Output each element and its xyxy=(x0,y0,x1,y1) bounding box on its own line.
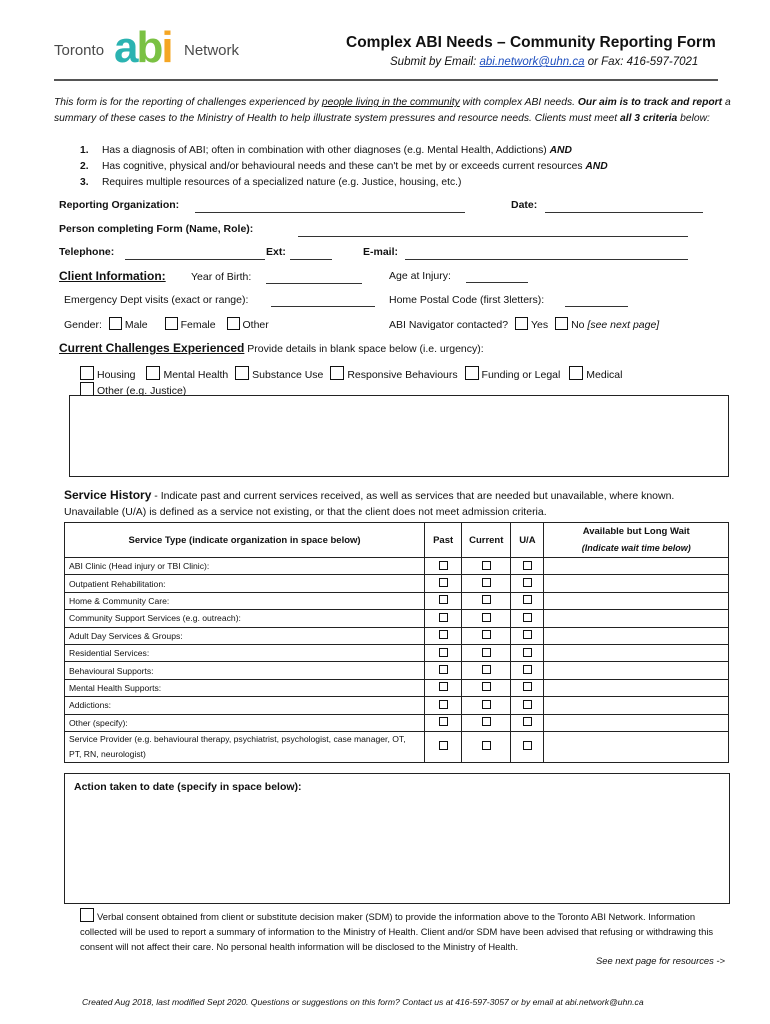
service-provider-label: Service Provider (e.g. behavioural therapy, psychiatrist, psychologist, case manager, OT, PT, RN, neurologist) xyxy=(65,731,425,762)
logo-abi: abi xyxy=(114,23,172,72)
postal-label: Home Postal Code (first 3letters): xyxy=(389,294,545,306)
medical-checkbox[interactable] xyxy=(569,366,583,380)
consent-checkbox[interactable] xyxy=(80,908,94,922)
ua-checkbox[interactable] xyxy=(523,717,532,726)
reporting-org-label: Reporting Organization: xyxy=(59,199,180,211)
past-checkbox[interactable] xyxy=(439,613,448,622)
er-field[interactable] xyxy=(271,306,375,307)
person-label: Person completing Form (Name, Role): xyxy=(59,223,254,235)
wait-time-cell[interactable] xyxy=(544,697,729,714)
person-field[interactable] xyxy=(298,236,688,237)
navigator-row: ABI Navigator contacted? Yes No [see next page] xyxy=(389,319,660,331)
service-type-cell: Community Support Services (e.g. outreach): xyxy=(65,610,425,627)
past-checkbox[interactable] xyxy=(439,665,448,674)
other-gender-checkbox[interactable] xyxy=(227,317,240,330)
current-checkbox[interactable] xyxy=(482,595,491,604)
past-checkbox[interactable] xyxy=(439,630,448,639)
wait-time-cell[interactable] xyxy=(544,592,729,609)
wait-time-cell[interactable] xyxy=(544,575,729,592)
other-challenge-checkbox[interactable] xyxy=(80,382,94,396)
current-checkbox[interactable] xyxy=(482,613,491,622)
action-box[interactable] xyxy=(64,773,730,904)
mental-health-checkbox[interactable] xyxy=(146,366,160,380)
gender-row: Gender: Male Female Other xyxy=(64,319,269,331)
table-row xyxy=(65,731,729,762)
postal-field[interactable] xyxy=(565,306,628,307)
current-checkbox[interactable] xyxy=(482,630,491,639)
ua-checkbox[interactable] xyxy=(523,578,532,587)
table-row xyxy=(65,644,729,661)
housing-checkbox[interactable] xyxy=(80,366,94,380)
reporting-org-field[interactable] xyxy=(195,212,465,213)
current-checkbox[interactable] xyxy=(482,665,491,674)
current-checkbox[interactable] xyxy=(482,741,491,750)
ua-checkbox[interactable] xyxy=(523,741,532,750)
date-label: Date: xyxy=(511,199,538,211)
age-field[interactable] xyxy=(466,282,528,283)
wait-time-cell[interactable] xyxy=(544,558,729,575)
col-past: Past xyxy=(425,523,462,558)
challenges-heading-row: Current Challenges Experienced Provide details in blank space below (i.e. urgency): xyxy=(59,341,484,355)
er-label: Emergency Dept visits (exact or range): xyxy=(64,294,249,306)
wait-time-cell[interactable] xyxy=(544,731,729,762)
challenge-other-row: Other (e.g. Justice) xyxy=(80,382,186,397)
ua-checkbox[interactable] xyxy=(523,682,532,691)
logo-network: Network xyxy=(184,42,240,59)
past-checkbox[interactable] xyxy=(439,700,448,709)
ua-checkbox[interactable] xyxy=(523,648,532,657)
criteria-list xyxy=(80,143,730,191)
action-label: Action taken to date (specify in space below): xyxy=(74,781,302,793)
consent-text: Verbal consent obtained from client or substitute decision maker (SDM) to provide the information above to the Toronto ABI Network. Information collected will be used to report a summary of information to the Ministry of Health. Client and/or SDM have been advised that refusing or withdrawing this consent will not affect their care. No personal health information will be disclosed to the Ministry of Health. xyxy=(80,908,728,954)
wait-time-cell[interactable] xyxy=(544,679,729,696)
navigator-yes-checkbox[interactable] xyxy=(515,317,528,330)
past-checkbox[interactable] xyxy=(439,741,448,750)
criterion-2: 2. Has cognitive, physical and/or behavioural needs and these can't be met by or exceeds current resources AND xyxy=(80,161,608,172)
criterion-1: 1. Has a diagnosis of ABI; often in combination with other diagnoses (e.g. Mental Health, Addictions) AND xyxy=(80,145,572,156)
current-checkbox[interactable] xyxy=(482,717,491,726)
challenges-details-box[interactable] xyxy=(69,395,729,477)
service-type-cell: Outpatient Rehabilitation: xyxy=(65,575,425,592)
wait-time-cell[interactable] xyxy=(544,662,729,679)
ext-field[interactable] xyxy=(290,259,332,260)
challenge-options: Housing Mental Health Substance Use Responsive Behaviours Funding or Legal Medical xyxy=(80,366,622,381)
form-title: Complex ABI Needs – Community Reporting Form xyxy=(346,34,716,51)
table-row xyxy=(65,697,729,714)
age-label: Age at Injury: xyxy=(389,270,451,282)
service-type-cell: Home & Community Care: xyxy=(65,592,425,609)
submit-line: Submit by Email: abi.network@uhn.ca or Fax: 416-597-7021 xyxy=(390,56,699,68)
female-checkbox[interactable] xyxy=(165,317,178,330)
male-checkbox[interactable] xyxy=(109,317,122,330)
service-type-cell: Behavioural Supports: xyxy=(65,662,425,679)
past-checkbox[interactable] xyxy=(439,648,448,657)
responsive-behaviours-checkbox[interactable] xyxy=(330,366,344,380)
intro-text: This form is for the reporting of challenges experienced by people living in the community with complex ABI needs. Our aim is to track and report a summary of these cases to the Ministry of Health to help illustrate system pressures and resource needs. Clients must meet all 3 criteria below: xyxy=(54,97,731,124)
col-current: Current xyxy=(462,523,511,558)
col-ua: U/A xyxy=(511,523,544,558)
service-history-heading: Service History - Indicate past and current services received, as well as services that are needed but unavailable, where known. xyxy=(64,488,675,502)
navigator-no-checkbox[interactable] xyxy=(555,317,568,330)
col-service-type: Service Type (indicate organization in space below) xyxy=(65,523,425,558)
current-checkbox[interactable] xyxy=(482,578,491,587)
ua-checkbox[interactable] xyxy=(523,613,532,622)
ua-checkbox[interactable] xyxy=(523,665,532,674)
service-table xyxy=(64,522,729,763)
yob-field[interactable] xyxy=(266,283,362,284)
logo xyxy=(54,24,254,74)
wait-time-cell[interactable] xyxy=(544,714,729,731)
past-checkbox[interactable] xyxy=(439,717,448,726)
date-field[interactable] xyxy=(545,212,703,213)
ua-checkbox[interactable] xyxy=(523,561,532,570)
current-checkbox[interactable] xyxy=(482,648,491,657)
table-row xyxy=(65,662,729,679)
table-row xyxy=(65,679,729,696)
service-type-cell: Residential Services: xyxy=(65,644,425,661)
table-row xyxy=(65,592,729,609)
past-checkbox[interactable] xyxy=(439,682,448,691)
service-type-cell: Addictions: xyxy=(65,697,425,714)
ua-checkbox[interactable] xyxy=(523,700,532,709)
past-checkbox[interactable] xyxy=(439,561,448,570)
table-row xyxy=(65,627,729,644)
wait-time-cell[interactable] xyxy=(544,627,729,644)
funding-legal-checkbox[interactable] xyxy=(465,366,479,380)
service-type-cell: Mental Health Supports: xyxy=(65,679,425,696)
email-field[interactable] xyxy=(405,259,688,260)
table-row xyxy=(65,610,729,627)
wait-time-cell[interactable] xyxy=(544,610,729,627)
logo-toronto: Toronto xyxy=(54,42,105,59)
service-type-cell: Adult Day Services & Groups: xyxy=(65,627,425,644)
current-checkbox[interactable] xyxy=(482,561,491,570)
current-checkbox[interactable] xyxy=(482,700,491,709)
substance-use-checkbox[interactable] xyxy=(235,366,249,380)
current-checkbox[interactable] xyxy=(482,682,491,691)
ext-label: Ext: xyxy=(266,246,286,258)
ua-checkbox[interactable] xyxy=(523,595,532,604)
email-label: E-mail: xyxy=(363,246,399,258)
footer-text: Created Aug 2018, last modified Sept 2020. Questions or suggestions on this form? Contact us at 416-597-3057 or by email at abi.network@uhn.ca xyxy=(82,997,644,1007)
yob-label: Year of Birth: xyxy=(191,271,252,283)
past-checkbox[interactable] xyxy=(439,595,448,604)
service-history-desc: Unavailable (U/A) is defined as a service not existing, or that the client does not meet admission criteria. xyxy=(64,506,547,518)
see-next-page: See next page for resources -> xyxy=(596,955,725,966)
criterion-3: 3. Requires multiple resources of a specialized nature (e.g. Justice, housing, etc.) xyxy=(80,177,462,188)
telephone-label: Telephone: xyxy=(59,246,115,258)
telephone-field[interactable] xyxy=(125,259,265,260)
ua-checkbox[interactable] xyxy=(523,630,532,639)
client-heading: Client Information: xyxy=(59,269,166,283)
service-type-cell: Other (specify): xyxy=(65,714,425,731)
service-table-header xyxy=(65,523,729,558)
service-type-cell: ABI Clinic (Head injury or TBI Clinic): xyxy=(65,558,425,575)
table-row xyxy=(65,575,729,592)
email-link[interactable]: abi.network@uhn.ca xyxy=(479,56,585,68)
header-divider xyxy=(54,79,718,81)
past-checkbox[interactable] xyxy=(439,578,448,587)
table-row xyxy=(65,714,729,731)
wait-time-cell[interactable] xyxy=(544,644,729,661)
col-long-wait: Available but Long Wait (Indicate wait time below) xyxy=(544,523,729,558)
table-row xyxy=(65,558,729,575)
